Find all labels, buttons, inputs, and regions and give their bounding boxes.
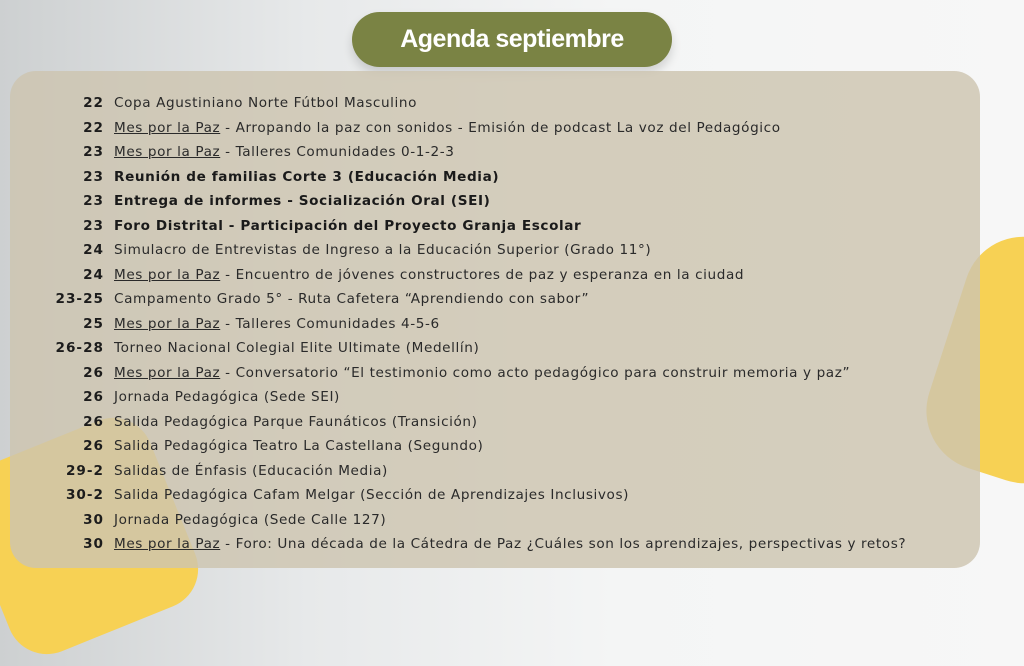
event-text: Salida Pedagógica Cafam Melgar (Sección de Aprendizajes Inclusivos)	[114, 487, 630, 504]
agenda-event-row	[10, 140, 1000, 165]
agenda-event-row	[10, 287, 1000, 312]
event-text: Campamento Grado 5° - Ruta Cafetera “Aprendiendo con sabor”	[114, 291, 590, 308]
agenda-event-row	[10, 91, 1000, 116]
event-date: 30	[83, 536, 104, 553]
agenda-event-row	[10, 189, 1000, 214]
agenda-event-row	[10, 459, 1000, 484]
event-date: 23	[83, 217, 104, 234]
event-description	[114, 487, 629, 503]
agenda-event-row	[10, 410, 1000, 435]
event-text: - Talleres Comunidades 4-5-6	[220, 315, 440, 332]
event-date: 24	[83, 242, 104, 259]
mes-por-la-paz-link[interactable]: Mes por la Paz	[114, 536, 221, 553]
event-date: 22	[83, 95, 104, 112]
event-text: Simulacro de Entrevistas de Ingreso a la Educación Superior (Grado 11°)	[114, 242, 652, 259]
event-date: 29-2	[65, 462, 104, 479]
event-description	[114, 340, 479, 356]
event-date: 23	[83, 193, 104, 210]
event-text: Jornada Pedagógica (Sede SEI)	[114, 389, 340, 406]
agenda-event-row	[10, 312, 1000, 337]
mes-por-la-paz-link[interactable]: Mes por la Paz	[114, 119, 221, 136]
agenda-event-row	[10, 238, 1000, 263]
event-date: 26-28	[55, 340, 104, 357]
event-date: 26	[83, 389, 104, 406]
page-title: Agenda septiembre	[352, 12, 672, 67]
event-description	[114, 193, 490, 209]
agenda-event-row	[10, 434, 1000, 459]
event-description	[114, 365, 850, 381]
agenda-event-row	[10, 214, 1000, 239]
agenda-event-row	[10, 508, 1000, 533]
event-description	[114, 242, 651, 258]
event-text: - Encuentro de jóvenes constructores de paz y esperanza en la ciudad	[220, 266, 745, 283]
event-date: 26	[83, 413, 104, 430]
event-description	[114, 316, 440, 332]
event-description	[114, 463, 388, 479]
event-description	[114, 169, 499, 185]
event-text: Jornada Pedagógica (Sede Calle 127)	[114, 511, 387, 528]
event-text: Reunión de familias Corte 3 (Educación Media)	[114, 168, 500, 185]
agenda-event-row	[10, 165, 1000, 190]
event-text: - Arropando la paz con sonidos - Emisión de podcast La voz del Pedagógico	[220, 119, 781, 136]
mes-por-la-paz-link[interactable]: Mes por la Paz	[114, 315, 221, 332]
event-date: 23	[83, 144, 104, 161]
event-description	[114, 144, 454, 160]
event-date: 23	[83, 168, 104, 185]
event-description	[114, 438, 483, 454]
event-text: - Talleres Comunidades 0-1-2-3	[220, 144, 455, 161]
mes-por-la-paz-link[interactable]: Mes por la Paz	[114, 364, 221, 381]
event-date: 23-25	[55, 291, 104, 308]
event-description	[114, 389, 340, 405]
event-description	[114, 291, 589, 307]
event-text: Copa Agustiniano Norte Fútbol Masculino	[114, 95, 418, 112]
event-text: Salida Pedagógica Teatro La Castellana (Segundo)	[114, 438, 484, 455]
mes-por-la-paz-link[interactable]: Mes por la Paz	[114, 144, 221, 161]
agenda-event-row	[10, 263, 1000, 288]
agenda-event-row	[10, 336, 1000, 361]
agenda-event-row	[10, 361, 1000, 386]
event-text: - Conversatorio “El testimonio como acto pedagógico para construir memoria y paz”	[220, 364, 851, 381]
event-description	[114, 95, 417, 111]
agenda-event-row	[10, 385, 1000, 410]
agenda-event-row	[10, 483, 1000, 508]
event-text: Salida Pedagógica Parque Faunáticos (Transición)	[114, 413, 478, 430]
event-date: 25	[83, 315, 104, 332]
event-date: 22	[83, 119, 104, 136]
agenda-list	[10, 91, 1000, 557]
event-description	[114, 120, 781, 136]
event-description	[114, 512, 386, 528]
event-text: Torneo Nacional Colegial Elite Ultimate (Medellín)	[114, 340, 480, 357]
event-text: Entrega de informes - Socialización Oral (SEI)	[114, 193, 491, 210]
event-date: 26	[83, 438, 104, 455]
mes-por-la-paz-link[interactable]: Mes por la Paz	[114, 266, 221, 283]
event-description	[114, 414, 478, 430]
event-text: Foro Distrital - Participación del Proyecto Granja Escolar	[114, 217, 582, 234]
event-description	[114, 218, 581, 234]
agenda-event-row	[10, 116, 1000, 141]
event-description	[114, 536, 906, 552]
event-text: - Foro: Una década de la Cátedra de Paz ¿Cuáles son los aprendizajes, perspectivas y retos?	[220, 536, 907, 553]
event-text: Salidas de Énfasis (Educación Media)	[114, 462, 388, 479]
agenda-event-row	[10, 532, 1000, 557]
event-description	[114, 267, 744, 283]
event-date: 30-2	[65, 487, 104, 504]
event-date: 24	[83, 266, 104, 283]
event-date: 30	[83, 511, 104, 528]
event-date: 26	[83, 364, 104, 381]
